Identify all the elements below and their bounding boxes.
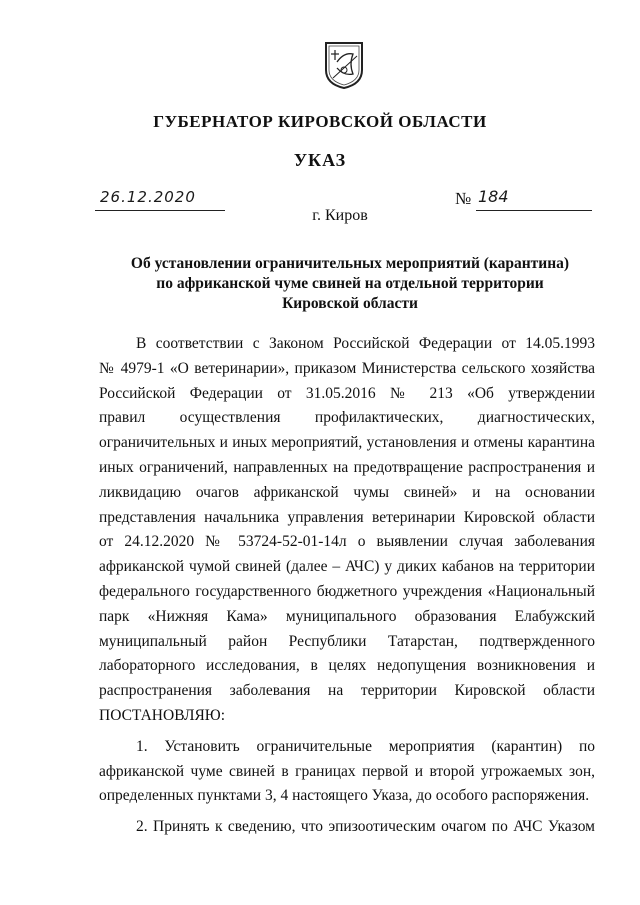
preamble-line: лабораторного исследования, в целях недопущения возникновения и bbox=[99, 657, 595, 675]
document-type: УКАЗ bbox=[293, 150, 347, 170]
preamble-line: № 4979-1 «О ветеринарии», приказом Министерства сельского хозяйства bbox=[99, 359, 595, 377]
item-1-line: определенных пунктами 3, 4 настоящего Указа, до особого распоряжения. bbox=[99, 787, 590, 805]
heading-line: Кировской области bbox=[282, 295, 418, 312]
document-heading bbox=[0, 254, 640, 314]
document-date: 26.12.2020 bbox=[100, 188, 196, 206]
preamble-line: парк «Нижняя Кама» муниципального образования Елабужский bbox=[99, 607, 595, 625]
preamble-line: от 24.12.2020 № 53724-52-01-14л о выявлении случая заболевания bbox=[99, 533, 595, 551]
issuer-title: ГУБЕРНАТОР КИРОВСКОЙ ОБЛАСТИ bbox=[153, 112, 487, 131]
preamble-line: В соответствии с Законом Российской Федерации от 14.05.1993 bbox=[136, 335, 595, 352]
preamble-line: представления начальника управления ветеринарии Кировской области bbox=[99, 508, 595, 526]
preamble-line: муниципальный район Республики Татарстан, подтвержденного bbox=[99, 632, 595, 650]
decree-word: ПОСТАНОВЛЯЮ: bbox=[99, 706, 226, 724]
preamble-line: иных ограничений, направленных на предотвращение распространения и bbox=[99, 458, 595, 476]
kirov-coat-of-arms-icon bbox=[323, 40, 365, 90]
document-number: 184 bbox=[478, 187, 509, 206]
preamble-line: ликвидацию очагов африканской чумы свиней» и на основании bbox=[99, 483, 595, 501]
preamble-line: распространения заболевания на территории Кировской области bbox=[99, 682, 595, 700]
preamble-line: африканской чумой свиней (далее – АЧС) у диких кабанов на территории bbox=[99, 558, 595, 576]
item-2-line: 2. Принять к сведению, что эпизоотическим очагом по АЧС Указом bbox=[136, 818, 595, 836]
heading-line: по африканской чуме свиней на отдельной территории bbox=[156, 275, 544, 292]
preamble-line: федерального государственного бюджетного учреждения «Национальный bbox=[99, 582, 595, 600]
number-label: № bbox=[455, 189, 472, 208]
preamble-line: ограничительных и иных мероприятий, установления и отмены карантина bbox=[99, 434, 595, 452]
preamble-line: правил осуществления профилактических, диагностических, bbox=[99, 409, 595, 427]
heading-line: Об установлении ограничительных мероприятий (карантина) bbox=[130, 255, 570, 272]
item-1-line: 1. Установить ограничительные мероприятия (карантин) по bbox=[136, 737, 595, 755]
document-body bbox=[99, 332, 595, 840]
city-name: г. Киров bbox=[312, 207, 368, 224]
preamble-line: Российской Федерации от 31.05.2016 № 213 «Об утверждении bbox=[99, 384, 595, 402]
item-1-line: африканской чуме свиней в границах первой и второй угрожаемых зон, bbox=[99, 762, 595, 780]
